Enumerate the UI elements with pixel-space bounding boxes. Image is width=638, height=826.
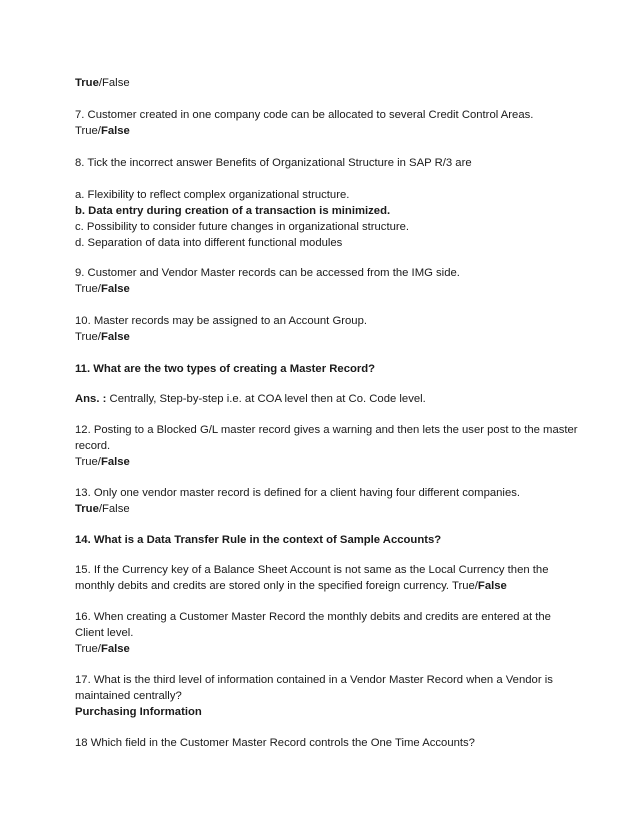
answer-line: True/False (75, 77, 130, 89)
question-7: 7. Customer created in one company code can be allocated to several Credit Control Areas. (75, 109, 534, 121)
question-8: 8. Tick the incorrect answer Benefits of Organizational Structure in SAP R/3 are (75, 157, 472, 169)
question-12-line2: record. (75, 440, 111, 452)
answer-9: True/False (75, 283, 130, 295)
question-14: 14. What is a Data Transfer Rule in the context of Sample Accounts? (75, 534, 442, 546)
answer-16: True/False (75, 643, 130, 655)
question-16-line2: Client level. (75, 627, 134, 639)
question-12-line1: 12. Posting to a Blocked G/L master record gives a warning and then lets the user post to the master (75, 424, 578, 436)
option-8a: a. Flexibility to reflect complex organizational structure. (75, 189, 350, 201)
answer-12: True/False (75, 456, 130, 468)
option-8c: c. Possibility to consider future changes in organizational structure. (75, 221, 410, 233)
answer-17: Purchasing Information (75, 706, 202, 718)
question-18: 18 Which field in the Customer Master Record controls the One Time Accounts? (75, 737, 475, 749)
answer-13: True/False (75, 503, 130, 515)
question-16-line1: 16. When creating a Customer Master Record the monthly debits and credits are entered at the (75, 611, 551, 623)
question-17-line1: 17. What is the third level of information contained in a Vendor Master Record when a Vendor is (75, 674, 553, 686)
question-13: 13. Only one vendor master record is defined for a client having four different companies. (75, 487, 521, 499)
question-15-line2: monthly debits and credits are stored only in the specified foreign currency. True/False (75, 580, 507, 592)
question-15-line1: 15. If the Currency key of a Balance Sheet Account is not same as the Local Currency then the (75, 564, 549, 576)
option-8d: d. Separation of data into different functional modules (75, 237, 343, 249)
answer-10: True/False (75, 331, 130, 343)
question-17-line2: maintained centrally? (75, 690, 182, 702)
answer-7: True/False (75, 125, 130, 137)
question-10: 10. Master records may be assigned to an Account Group. (75, 315, 367, 327)
question-9: 9. Customer and Vendor Master records can be accessed from the IMG side. (75, 267, 460, 279)
answer-11: Ans. : Centrally, Step-by-step i.e. at COA level then at Co. Code level. (75, 393, 426, 405)
option-8b: b. Data entry during creation of a transaction is minimized. (75, 205, 391, 217)
question-11: 11. What are the two types of creating a Master Record? (75, 363, 376, 375)
